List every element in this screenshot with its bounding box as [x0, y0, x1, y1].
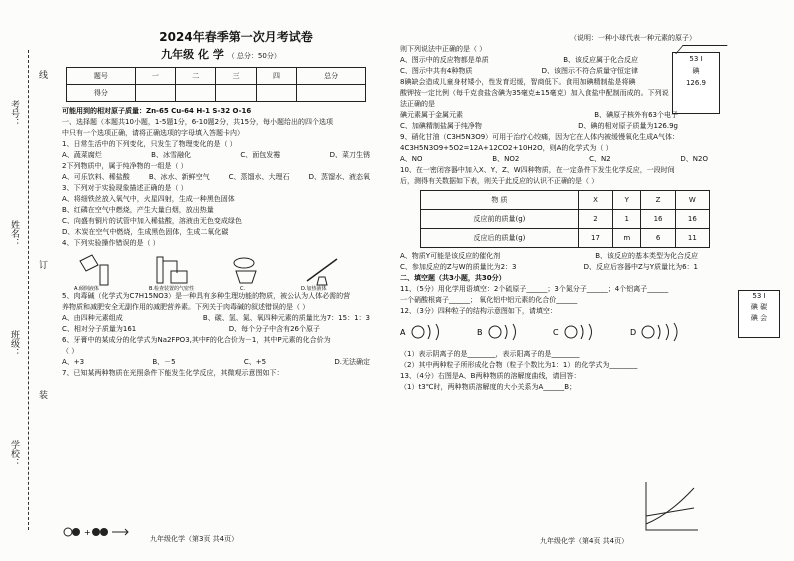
binding-mark-bind: 装	[37, 390, 47, 399]
q6-options	[62, 357, 380, 368]
heating-liquid-figure[interactable]	[297, 251, 352, 291]
particle-c-diagram	[553, 321, 623, 343]
question-2: 2下列物质中，属于纯净物的一组是（ ）	[62, 162, 188, 170]
particle-d-diagram	[630, 321, 700, 343]
option[interactable]: B、冰雪融化	[151, 151, 191, 159]
option[interactable]: 碘元素属于金属元素	[400, 111, 463, 119]
side-card-line: 53 I	[752, 292, 766, 300]
option[interactable]: C、图示中共有4种物质	[400, 67, 473, 75]
score-table	[66, 67, 366, 102]
option[interactable]: B、－5	[152, 358, 176, 366]
q8-options-row1	[400, 110, 718, 121]
q4-apparatus-figures	[72, 251, 352, 291]
figure-label: C.	[240, 286, 246, 291]
question-12: 12、（3分）四种粒子的结构示意图如下，请填空：	[400, 307, 557, 315]
text-line: 则下列说法中正确的是（ ）	[400, 45, 487, 53]
page-footer-left: 九年级化学（第3页 共4页）	[150, 535, 239, 543]
table-cell: 16	[675, 210, 709, 229]
table-cell: 11	[675, 229, 709, 248]
left-column	[62, 28, 380, 379]
right-column	[400, 44, 718, 393]
table-cell: 1	[613, 210, 641, 229]
option[interactable]: D、木炭在空气中燃烧，生成黑色固体，生成二氧化碳	[62, 228, 229, 236]
option[interactable]: C、N2	[589, 155, 611, 163]
score-cell: 总分	[297, 68, 366, 85]
particle-label: A	[400, 328, 406, 337]
score-cell[interactable]	[297, 85, 366, 102]
option[interactable]: C、相对分子质量为161	[62, 325, 137, 333]
text-line: 中只有一个选项正确，请将正确选项的字母填入答题卡内）	[62, 129, 244, 137]
table-cell: X	[578, 191, 612, 210]
exam-subtitle	[62, 46, 380, 65]
question-6: 6、牙膏中的某成分的化学式为Na2FPO3,其中F的化合价为－1，其中P元素的化合价为	[62, 336, 331, 344]
figure-label: D.加热液体	[301, 286, 327, 291]
score-cell[interactable]	[176, 85, 216, 102]
subject-label: 九年级 化 学	[161, 48, 224, 61]
text-line: （1）t3℃时，两种物质溶解度的大小关系为A______B；	[400, 383, 577, 391]
element-number: 53 I	[689, 55, 703, 63]
score-cell: 题号	[67, 68, 136, 85]
table-cell: 16	[641, 210, 675, 229]
option[interactable]: A、将细铁丝放入氧气中，火星四射，生成一种黑色固体	[62, 195, 235, 203]
option[interactable]: D、N2O	[680, 155, 708, 163]
option[interactable]: C、蒸馏水、大理石	[228, 173, 290, 181]
option[interactable]: D、该图示不符合质量守恒定律	[541, 67, 638, 75]
option[interactable]: B、碘原子核外有63个电子	[594, 111, 678, 119]
q10-options-row2	[400, 262, 718, 273]
table-cell: 反应后的质量(g)	[421, 229, 579, 248]
particle-label: C	[553, 328, 559, 337]
class-label: 班级：	[9, 330, 19, 357]
note-label: （说明：一种小球代表一种元素的原子）	[570, 34, 696, 42]
text-line: （2）其中两种粒子所形成化合物（粒子个数比为1：1）的化学式为________	[400, 361, 638, 369]
dropper-figure[interactable]	[222, 251, 277, 291]
particle-b-diagram	[477, 321, 547, 343]
score-cell: 得分	[67, 85, 136, 102]
figure-label: B.检查装置的气密性	[149, 286, 195, 291]
table-header-row	[421, 191, 710, 210]
table-cell: 17	[578, 229, 612, 248]
score-cell: 四	[256, 68, 296, 85]
option[interactable]: B、红磷在空气中燃烧，产生大量白烟，放出热量	[62, 206, 214, 214]
score-table-header-row	[67, 68, 366, 85]
option[interactable]: C、加碘精制盐属于纯净物	[400, 122, 482, 130]
molecule-diagram	[62, 525, 142, 539]
figure-label: A.倾倒液体	[74, 286, 99, 291]
question-9: 9、硝化甘油（C3H5N3O9）可用于治疗心绞痛，因为它在人体内被缓慢氧化生成A气体：	[400, 133, 679, 141]
q2-options	[62, 172, 380, 183]
score-cell: 一	[135, 68, 175, 85]
pouring-liquid-figure[interactable]	[72, 251, 127, 291]
text-line: 4C3H5N3O9+5O2=12A+12CO2+10H2O，则A的化学式为（ ）	[400, 144, 613, 152]
particle-label: B	[476, 328, 483, 337]
score-cell[interactable]	[256, 85, 296, 102]
option[interactable]: B、冰水、新鲜空气	[148, 173, 210, 181]
q9-options	[400, 154, 718, 165]
table-cell: 2	[578, 210, 612, 229]
binding-mark-staple: 订	[37, 260, 47, 269]
table-cell: 反应前的质量(g)	[421, 210, 579, 229]
option[interactable]: D、碘的相对原子质量为126.9g	[578, 122, 678, 130]
name-label: 姓名：	[9, 220, 19, 247]
side-element-card	[738, 290, 780, 338]
question-4: 4、下列实验操作错误的是（ ）	[62, 239, 160, 247]
exam-number-label: 考号：	[9, 100, 19, 127]
table-cell: Y	[613, 191, 641, 210]
svg-text:+: +	[84, 528, 91, 537]
option[interactable]: A、+3	[62, 358, 85, 366]
particle-diagrams	[400, 321, 700, 345]
score-cell[interactable]	[216, 85, 256, 102]
table-cell: 物 质	[421, 191, 579, 210]
question-1: 1、日常生活中的下列变化，只发生了物理变化的是（ ）	[62, 140, 237, 148]
table-cell: Z	[641, 191, 675, 210]
q8-options-row2	[400, 121, 718, 132]
q5-options-row1	[62, 313, 380, 324]
q5-options-row2	[62, 324, 380, 335]
option[interactable]: A、图示中的反应物都是单质	[400, 56, 489, 64]
q7-options-row1	[400, 55, 718, 66]
option[interactable]: B、碳、氢、氮、氧四种元素的质量比为7：15：1：3	[202, 314, 370, 322]
question-7: 7、已知某两种物质在光照条件下能发生化学反应，其微观示意图如下：	[62, 369, 284, 377]
option[interactable]: B、该反应的基本类型为化合反应	[595, 252, 698, 260]
option[interactable]: A、可乐饮料、稀盐酸	[62, 173, 130, 181]
text-line: 后，测得有关数据如下表，则关于此反应的认识不正确的是（ ）	[400, 177, 599, 185]
option[interactable]: B、该反应属于化合反应	[563, 56, 638, 64]
option[interactable]: C、面包发霉	[240, 151, 281, 159]
table-row	[421, 210, 710, 229]
side-card-line: 碘 会	[750, 314, 768, 322]
option[interactable]: C、向盛有铜片的试管中加入稀盐酸，溶液由无色变成绿色	[62, 217, 242, 225]
score-cell: 三	[216, 68, 256, 85]
binding-mark-line: 线	[37, 70, 47, 79]
question-10: 10、在一密闭容器中加入X、Y、Z、W四种物质，在一定条件下发生化学反应，一段时间	[400, 166, 675, 174]
text-line: 法正确的是	[400, 100, 435, 108]
q1-options	[62, 150, 380, 161]
table-cell: m	[613, 229, 641, 248]
school-label: 学校：	[9, 440, 19, 467]
question-13: 13、（4分）右图是A、B两种物质的溶解度曲线，请回答：	[400, 372, 581, 380]
particle-label: D	[629, 328, 637, 337]
text-line: 一个硝酸根离子______； 氧化铝中铝元素的化合价______	[400, 296, 578, 304]
text-line: 一、选择题（本题共10小题，1-5题1分，6-10题2分，共15分，每小题给出的四个选项	[62, 118, 334, 126]
table-cell: 6	[641, 229, 675, 248]
score-table-value-row	[67, 85, 366, 102]
question-5: 5、肉毒碱（化学式为C7H15NO3）是一种具有多种生理功能的物质，被公认为人体必需的营	[62, 292, 351, 300]
airtightness-figure[interactable]	[147, 251, 202, 291]
text-line: 酸钾按一定比例（每千克食盐含碘为35毫克±15毫克）加入食盐中配制而成的。下列说	[400, 89, 669, 97]
option[interactable]: D、菜刀生锈	[329, 151, 370, 159]
question-3: 3、下列对于实验现象描述正确的是（ ）	[62, 184, 188, 192]
text-line: 可能用到的相对原子质量：Zn-65 Cu-64 H-1 S-32 O-16	[62, 107, 252, 115]
total-score-label: （ 总分：50分）	[227, 52, 281, 60]
score-cell: 二	[176, 68, 216, 85]
option[interactable]: D、反应后容器中Z与Y质量比为6：1	[583, 263, 698, 271]
option[interactable]: D、蒸馏水、液态氧	[308, 173, 370, 181]
exam-title: 2024年春季第一次月考试卷	[159, 30, 313, 44]
option[interactable]: A、NO	[400, 155, 423, 163]
option[interactable]: A、由四种元素组成	[62, 314, 123, 322]
option[interactable]: A、蔬菜腐烂	[62, 151, 102, 159]
score-cell[interactable]	[135, 85, 175, 102]
q10-options-row1	[400, 251, 718, 262]
table-row	[421, 229, 710, 248]
particle-a-diagram	[400, 321, 470, 343]
text-line: （ ）	[62, 347, 79, 355]
binding-line	[28, 50, 29, 530]
q7-options-row2	[400, 66, 718, 77]
section-2-heading: 二、填空题（共3小题，共30分）	[400, 274, 506, 282]
question-11: 11、（5分）用化学用语填空：2个硫原子______；3个氮分子______；4个铝离子______	[400, 285, 669, 293]
text-line: 养物质和减肥安全无副作用的减肥营养素。下列关于肉毒碱的叙述错误的是（ ）	[62, 303, 310, 311]
binding-margin	[8, 40, 56, 540]
mass-data-table	[420, 190, 710, 248]
option[interactable]: B、NO2	[492, 155, 520, 163]
table-cell: W	[675, 191, 709, 210]
solubility-curve-graph	[640, 480, 700, 538]
page-footer-right: 九年级化学（第4页 共4页）	[540, 537, 629, 545]
element-name: 碘	[692, 67, 700, 75]
element-mass: 126.9	[685, 79, 707, 87]
option[interactable]: D.无法确定	[334, 358, 370, 366]
question-8: 8碘缺会造成儿童身材矮小，性发育迟缓，智商低下。食用加碘精制盐是将碘	[400, 78, 636, 86]
side-card-line: 碘 碳	[750, 303, 768, 311]
option[interactable]: A、物质Y可能是该反应的催化剂	[400, 252, 501, 260]
option[interactable]: D、每个分子中含有26个原子	[228, 325, 320, 333]
option[interactable]: C、参加反应的Z与W的质量比为2：3	[400, 263, 517, 271]
option[interactable]: C、+5	[243, 358, 267, 366]
text-line: （1）表示阴离子的是________，表示阳离子的是________	[400, 350, 580, 358]
